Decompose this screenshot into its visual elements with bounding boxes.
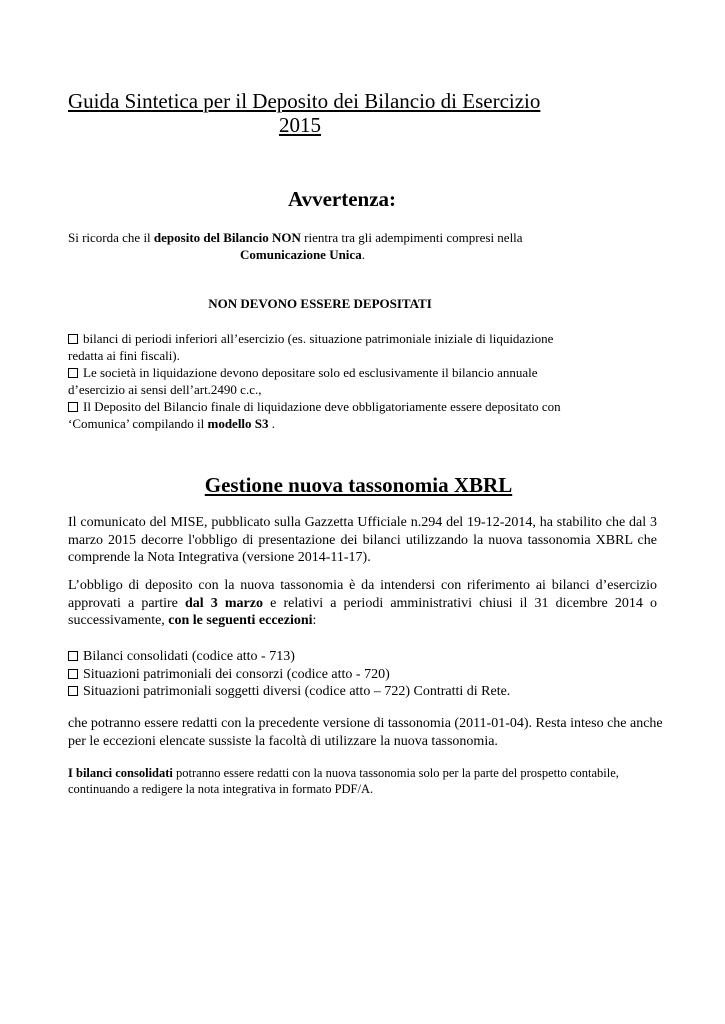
list-item-text: Il Deposito del Bilancio finale di liquidazione deve obbligatoriamente essere depositato con ‘Comunica’ compilando il [68,399,561,431]
xbrl-heading: Gestione nuova tassonomia XBRL [204,473,513,497]
not-deposit-heading: NON DEVONO ESSERE DEPOSITATI [208,296,432,311]
bullet-box-icon [68,669,78,679]
bullet-box-icon [68,368,78,378]
list-item-text: Situazioni patrimoniali dei consorzi (codice atto - 720) [83,666,390,682]
warning-text-after: rientra tra gli adempimenti compresi nella [300,230,523,245]
xbrl-paragraph-1: Il comunicato del MISE, pubblicato sulla Gazzetta Ufficiale n.294 del 19-12-2014, ha stabilito che dal 3 marzo 2015 decorre l'obbligo di presentazione dei bilanci utilizzando la nuova tassonomia XBRL che comprende la Nota Integrativa (versione 2014-11-17). [68,515,657,565]
list-item-text: Bilanci consolidati (codice atto - 713) [83,649,295,664]
bullet-box-icon [68,686,78,696]
list-item [68,648,628,666]
list-item [68,666,628,684]
warning-text-end: . [361,247,365,262]
warning-text-bold2: Comunicazione Unica [240,247,362,262]
xbrl-paragraph-2-bold2: con le seguenti eccezioni [168,613,313,628]
warning-text-bold: deposito del Bilancio NON [153,230,301,245]
list-item-text: Situazioni patrimoniali soggetti diversi (codice atto – 722) Contratti di Rete. [83,684,511,699]
list-item [68,683,628,701]
warning-heading: Avvertenza: [287,187,397,211]
bullet-box-icon [68,402,78,412]
xbrl-paragraph-4-text: potranno essere redatti con la nuova tassonomia solo per la parte del prospetto contabile, continuando a redigere la nota integrativa in formato PDF/A. [68,766,619,796]
xbrl-paragraph-2-bold1: dal 3 marzo [184,595,263,611]
bullet-box-icon [68,651,78,661]
list-item-text: Le società in liquidazione devono depositare solo ed esclusivamente il bilancio annuale d’esercizio ai sensi dell’art.2490 c.c., [68,365,538,397]
not-deposit-list [68,330,568,432]
xbrl-paragraph-3: che potranno essere redatti con la precedente versione di tassonomia (2011-01-04). Resta inteso che anche per le eccezioni elencate sussiste la facoltà di utilizzare la nuova tassonomia. [68,716,663,749]
warning-text-before: Si ricorda che il [68,230,154,245]
xbrl-paragraph-2-a: L’obbligo di deposito con la nuova tassonomia è da intendersi con riferimento ai bilanci d’esercizio approvati a partire [68,578,657,611]
warning-text-line2 [68,246,668,263]
xbrl-paragraph-2 [68,577,657,630]
xbrl-paragraph-2-c: : [312,613,317,628]
document-title: Guida Sintetica per il Deposito dei Bilancio di Esercizio [68,89,541,113]
warning-text [68,229,668,263]
list-item-text: bilanci di periodi inferiori all’esercizio (es. situazione patrimoniale iniziale di liquidazione redatta ai fini fiscali). [68,331,554,363]
list-item [68,364,568,398]
xbrl-paragraph-4 [68,765,628,797]
xbrl-paragraph-2-b: e relativi a periodi amministrativi chiusi il 31 dicembre 2014 o successivamente, [68,595,658,628]
xbrl-paragraph-4-bold: I bilanci consolidati [68,766,173,780]
list-item-text-end: . [268,416,276,431]
exceptions-list [68,648,628,701]
list-item [68,398,568,432]
list-item-bold: modello S3 [207,416,269,431]
list-item [68,330,568,364]
document-title-year: 2015 [279,113,321,137]
bullet-box-icon [68,334,78,344]
